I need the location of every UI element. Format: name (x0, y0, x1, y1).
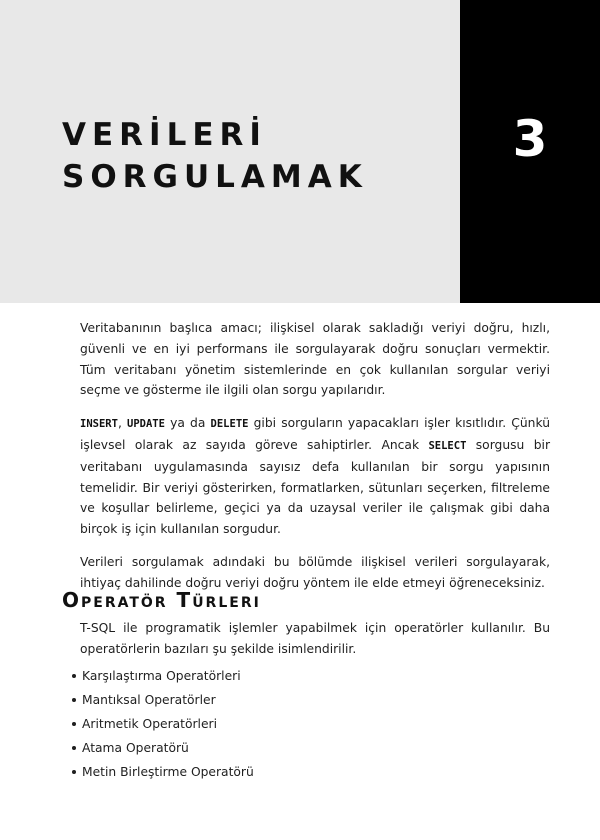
list-item (72, 712, 254, 736)
paragraph-text: gibi sorguların yapacakları işler kısıtlıdır. Çünkü işlevsel olarak az sayıda göreve sahiptirler. Ancak (80, 416, 550, 452)
keyword-select: SELECT (428, 439, 467, 452)
list-item-label: Karşılaştırma Operatörleri (82, 669, 241, 683)
chapter-title-line-2: SORGULAMAK (62, 159, 368, 195)
paragraph-text: sorgusu bir veritabanı uygulamasında sayısız defa kullanılan bir sorgu yapısının temelidir. Bir veriyi gösterirken, formatlarken, sütunları seçerken, filtreleme ve koşullar belirleme, geçici ya da uzaysal veriler ile çalışmak gibi daha birçok iş için kullanılan sorgudur. (80, 437, 551, 537)
bullet-icon (72, 698, 76, 702)
keyword-insert: INSERT (80, 418, 118, 431)
intro-paragraph-3: Verileri sorgulamak adındaki bu bölümde ilişkisel verileri sorgulayarak, ihtiyaç dahilinde doğru veriyi doğru yöntem ile elde etmeyi öğreneceksiniz. (80, 554, 550, 590)
intro-paragraph-1: Veritabanının başlıca amacı; ilişkisel olarak sakladığı veriyi doğru, hızlı, güvenli ve en iyi performans ile sorgulayarak doğru sonuçları vermektir. Tüm veritabanı yönetim sistemlerinde en çok kullanılan sorgular veriyi seçme ve gösterme ile ilgili olan sorgu yapılarıdır. (80, 321, 550, 398)
list-item (72, 688, 254, 712)
intro-paragraph-2 (80, 413, 550, 540)
keyword-update: UPDATE (127, 418, 165, 431)
list-item (72, 664, 254, 688)
list-item-label: Metin Birleştirme Operatörü (82, 765, 254, 779)
paragraph-text: ya da (164, 416, 211, 431)
list-item-label: Atama Operatörü (82, 741, 189, 755)
separator-text: , (117, 416, 127, 431)
list-item-label: Aritmetik Operatörleri (82, 717, 218, 731)
bullet-icon (72, 746, 76, 750)
keyword-delete: DELETE (210, 418, 249, 431)
chapter-title (62, 114, 368, 198)
list-item (72, 736, 254, 760)
list-item-label: Mantıksal Operatörler (82, 693, 216, 707)
section-paragraph: T-SQL ile programatik işlemler yapabilmek için operatörler kullanılır. Bu operatörlerin bazıları şu şekilde isimlendirilir. (80, 621, 550, 656)
bullet-icon (72, 674, 76, 678)
chapter-number: 3 (512, 110, 548, 168)
bullet-icon (72, 770, 76, 774)
intro-text (80, 318, 550, 594)
list-item (72, 760, 254, 784)
operator-list (72, 664, 254, 784)
section-heading: Operatör Türleri (62, 588, 261, 612)
bullet-icon (72, 722, 76, 726)
chapter-title-line-1: VERİLERİ (62, 117, 267, 153)
